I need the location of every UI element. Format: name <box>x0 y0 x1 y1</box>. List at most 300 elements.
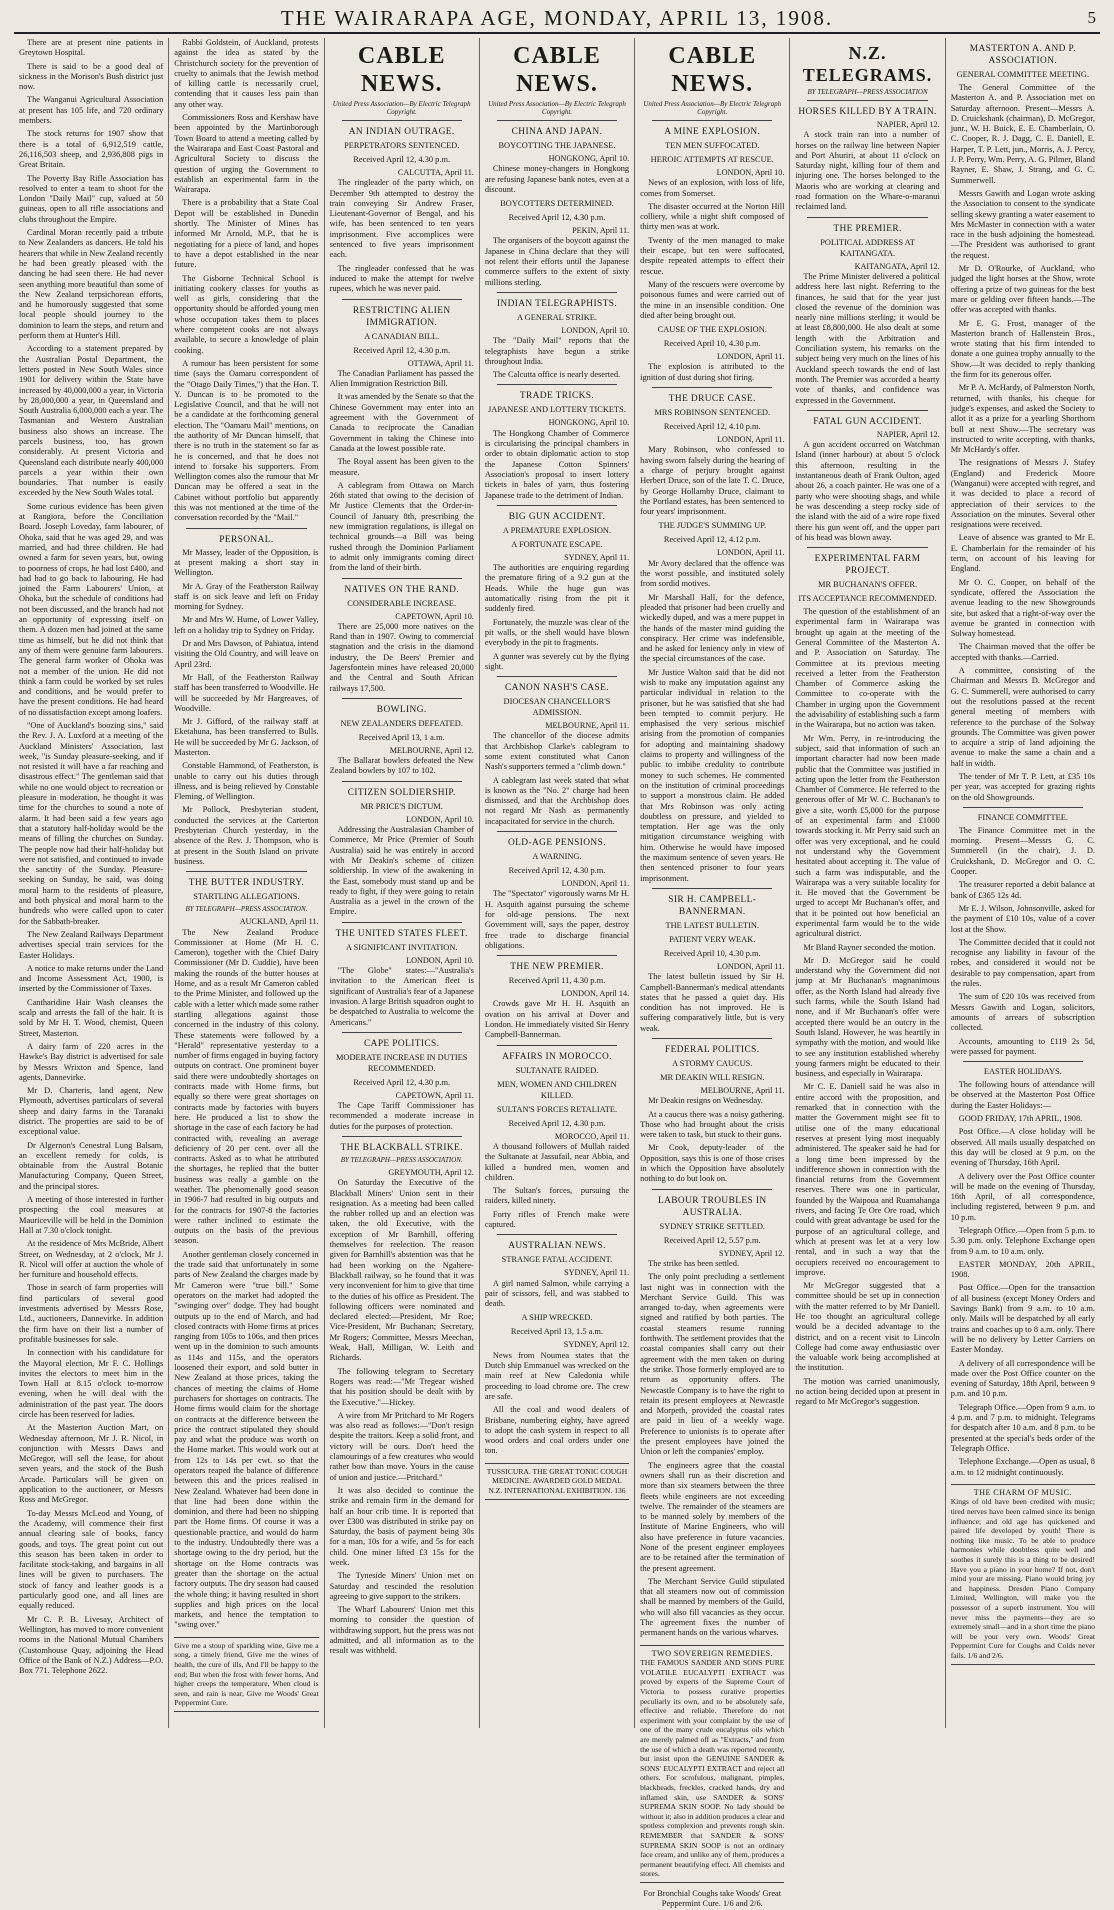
paragraph: The Tyneside Miners' Union met on Saturday and rescinded the resolution agreeing to give support to the strikers. <box>329 1571 474 1601</box>
headline: BIG GUN ACCIDENT. <box>508 511 606 522</box>
column-cable-news-3 <box>634 38 789 1909</box>
received-line: Received April 12, 4.30 p.m. <box>353 155 451 164</box>
paragraph: Forty rifles of French make were captured. <box>484 1209 630 1229</box>
paragraph: A thousand followers of Mullah raided the Sultanate at Jassufail, near Abbia, and killed a hundred men, women and children. <box>484 1141 630 1182</box>
paragraph: Leave of absence was granted to Mr E. E. Chamberlain for the remainder of his term, on account of his leaving for England. <box>950 533 1095 574</box>
ad-body: Kings of old have been credited with music; tired nerves have been calmed since its benign influence; and old age has quickened and paired life developed by youth! There is nothing like music. To be able to produce harmonies while doubtless quite well and soothes it surely this is a thing to be desired! Have you a piano in your home? If not, don't mind your are missing. Piano would bring joy and happiness. Dresden Piano Company Limited, Wellington, will make you the possessor of a superb instrument. You will never miss the payments—they are so extremely small—and in a short time the piano will be your very own. Woods' Great Peppermint Cure for Coughs and Colds never fails. 1/6 and 2/6. <box>950 1497 1095 1660</box>
paragraph: The Merchant Service Guild stipulated that all steamers now out of commission shall be manned by members of the Guild, who will also fill vacancies as they occur. The agreement fixes the number of permanent hands on the various wharves. <box>640 1576 785 1638</box>
subheading: HEROIC ATTEMPTS AT RESCUE. <box>650 155 774 164</box>
cable-news-masthead: CABLE NEWS. <box>513 43 601 97</box>
press-credit: United Press Association—By Electric Telegraph Copyright. <box>332 100 471 116</box>
dateline: LONDON, April 14. <box>561 989 630 999</box>
paragraph: The General Committee of the Masterton A. and P. Association met on Saturday afternoon. Present—Messrs A. D. Cruickshank (chairman), D. McGregor, junr., W. H. Buick, E. E. Chamberlain, O. C. Cooper, R. J. Dagg, C. E. Daniell, E. Harper, T. P. Lett, jun., Morris, A. J. Percy, J. P. Perry, Wm. Perry, A. G. Pilmer, Bland Rayner, E. Shaw, J. Strang, and G. C. Summerwell. <box>950 83 1095 185</box>
headline: SIR H. CAMPBELL-BANNERMAN. <box>668 894 757 917</box>
divider <box>807 410 927 411</box>
paragraph: The motion was carried unanimously, no action being decided upon at present in regard to Mr McGregor's suggestion. <box>795 1376 940 1407</box>
paragraph: Mr P. A. McHardy, of Palmerston North, returned, with thanks, his cheque for judge's expenses, and asked the Society to allot it as a prize for a yearling Shorthorn bull at next Show.—The secretary was instructed to write accepting, with thanks, Mr McHardy's offer. <box>950 383 1095 455</box>
received-line: Received April 13, 1 a.m. <box>358 732 445 742</box>
dateline: LONDON, April 10. <box>406 814 474 824</box>
paragraph: Rabbi Goldstein, of Auckland, protests against the idea as stated by the Christchurch society for the prevention of cruelty to animals that the Jewish method of killing cattle is necessarily cruel, contending that it causes less pain than any other way. <box>174 38 319 109</box>
column-cable-news-2 <box>479 38 634 1728</box>
paragraph: The resignations of Messrs J. Stafey (England) and Frederick Moore (Wanganui) were accepted with regret, and it was decided to place a record of appreciation of their services to the Association on the minutes. Several other resignations were received. <box>950 458 1095 530</box>
paragraph: At the residence of Mrs McBride, Albert Street, on Wednesday, at 2 o'clock, Mr J. R. Nicol will offer at auction the whole of her furniture and household effects. <box>19 1239 164 1280</box>
received-line: Received April 10, 4.30 p.m. <box>663 948 761 958</box>
subheading: THE JUDGE'S SUMMING UP. <box>658 521 767 531</box>
paragraph: There is said to be a good deal of sickness in the Morison's Bush district just now. <box>19 61 164 92</box>
subheading: CONSIDERABLE INCREASE. <box>347 598 457 608</box>
headline: THE UNITED STATES FLEET. <box>335 928 468 939</box>
story-paragraphs <box>330 1178 474 1656</box>
headline: LABOUR TROUBLES IN AUSTRALIA. <box>657 1195 767 1218</box>
paragraph: Mr and Mrs W. Hume, of Lower Valley, left on a holiday trip to Sydney on Friday. <box>174 615 319 635</box>
paragraph: Mr E. G. Frost, manager of the Masterton branch of Hallenstein Bros., wrote stating that his firm intended to donate a one guinea trophy annually to the Show.—It was decided to reply thanking the firm for its generous offer. <box>950 318 1095 380</box>
subheading: MRS ROBINSON SENTENCED. <box>654 408 771 418</box>
paragraph: A delivery of all correspondence will be made over the Post Office counter on the evening of Saturday, 18th April, between 9 p.m. and 10 p.m. <box>950 1358 1095 1399</box>
subheading: A STORMY CAUCUS. <box>672 1059 753 1068</box>
story-paragraphs <box>485 731 629 827</box>
dateline: OTTAWA, April 11. <box>407 358 474 368</box>
paragraph: Mr Hall, of the Featherston Railway staff has been transferred to Woodville. He will be succeeded by Mr Hargreaves, of Woodville. <box>174 672 319 713</box>
newspaper-title: THE WAIRARAPA AGE, MONDAY, APRIL 13, 1908. <box>280 6 834 30</box>
paragraph: All the coal and wood dealers of Brisbane, numbering eighty, have agreed to adopt the cash system in respect to all wood orders and coal orders under one ton. <box>484 1405 630 1456</box>
butter-paragraphs <box>174 928 318 1631</box>
paragraph: The engineers agree that the coastal owners shall run as their discretion and more than six steamers between the three fleets while engineers are not exceeding twelve. The remainder of the steamers are to be manned solely by members of the Institute of Marine Engineers, who will also have preference in future vacancies. None of the present engineer employees are to be retained after the termination of the present agreement. <box>640 1460 785 1573</box>
paragraph: A cablegram from Ottawa on March 26th stated that owing to the decision of Mr Justice Clements that the Order-in-Council of January 8th, prescribing the new immigration regulations, is illegal on technical grounds—a Bill was being rushed through the Dominion Parliament to admit only immigrants coming direct from the land of their birth. <box>329 480 474 573</box>
paragraph: Mr Pollock, Presbyterian student, conducted the services at the Carterton Presbyterian Church yesterday, in the absence of the Rev. J. Thompson, who is at present in the South Island on private business. <box>174 805 319 866</box>
divider <box>807 100 927 101</box>
dateline: CAPETOWN, April 10. <box>395 611 474 621</box>
story-paragraphs <box>795 272 939 406</box>
paragraph: There is a probability that a State Coal Depot will be established in Dunedin shortly. The Minister of Mines has informed Mr Arnold, M.P., that he is negotiating for a piece of land, and hopes to have a depot established in the near future. <box>174 198 319 270</box>
story-paragraphs <box>485 563 629 672</box>
divider <box>497 1045 617 1046</box>
ad-body: THE FAMOUS SANDER AND SONS PURE VOLATILE EUCALYPTI EXTRACT was proved by experts of the Supreme Court of Victoria to possess curative properties peculiarly its own, and to be absolutely safe, effective and reliable. Therefore do not experiment with your complaint by the use of one of the many crude eucalyptus oils which are merely palmed off as "Extracts," and from the use of which a death was reported recently, but insist upon the GENUINE SANDER & SONS' EUCALYPTI EXTRACT and reject all others. For scrofulous, malignant, pimples, blackheads, freckles, cracked hands, dry and inflamed skin, use SANDER & SONS' SUPREMA SKIN SOOP. No lady should be without it; also in addition produces a clear and spotless complexion and prevents rough skin. REMEMBER that SANDER & SONS' SUPREMA SKIN SOOP is not an ordinary face cream, and unlike any of them, produces a permanent beautifying effect. All chemists and stores. <box>640 1658 785 1879</box>
story-paragraphs <box>795 607 939 1408</box>
paragraph: EASTER MONDAY, 20th APRIL, 1908. <box>950 1259 1095 1280</box>
divider <box>807 217 927 218</box>
paragraph: The Sultan's forces, pursuing the raiders, killed ninety. <box>484 1186 630 1206</box>
received-line: Received April 12, 4.10 p.m. <box>663 422 761 432</box>
paragraph: News from Noumea states that the Dutch ship Emmanuel was wrecked on the main reef at New Caledonia while proceeding to load chrome ore. The crew are safe. <box>484 1350 630 1401</box>
subheading: MODERATE INCREASE IN DUTIES RECOMMENDED. <box>335 1052 468 1073</box>
headline: OLD-AGE PENSIONS. <box>508 838 606 849</box>
subheading: DIOCESAN CHANCELLOR'S ADMISSION. <box>503 697 611 718</box>
paragraph: "The Globe" states:—"Australia's invitation to the American fleet is significant of Australia's fear of a Japanese invasion. A large British squadron ought to be despatched to Australia to welcome the Americans." <box>329 966 474 1027</box>
paragraph: Mr Marshall Hall, for the defence, pleaded that prisoner had been cruelly and wickedly duped, and was a mere puppet in the hands of the master mind guiding the conspiracy. Her crime was indefensible, and he asked for leniency only in view of the special circumstances of the case. <box>640 592 785 664</box>
column-cable-news-1 <box>324 38 479 1728</box>
cable-news-masthead: CABLE NEWS. <box>357 43 446 97</box>
headline: HORSES KILLED BY A TRAIN. <box>798 107 937 117</box>
subheading: A SIGNIFICANT INVITATION. <box>345 942 458 952</box>
paragraph: The Committee decided that it could not recognise any liability in favour of the robes, and considered it would not be desirable to pay compensation, apart from the rules. <box>950 937 1095 989</box>
local-news-paragraphs <box>19 38 163 1676</box>
subheading: SYDNEY STRIKE SETTLED. <box>659 1221 766 1231</box>
paragraph: Cardinal Moran recently paid a tribute to New Zealanders as dancers. He told his hearers that while in New Zealand recently he had been greatly pleased with the dancing he had seen there. He had never seen anything more beautiful than some of the New Zealand terpsichorean efforts, and he humorously suggested that some local people should journey to the dominion to learn the steps, and return and perform them at Hunter's Hill. <box>19 228 164 341</box>
paragraph: Fortunately, the muzzle was clear of the pit walls, or the shell would have blown everybody in the pit to fragments. <box>484 617 630 648</box>
divider <box>342 578 462 579</box>
ad-heading: TWO SOVEREIGN REMEDIES. <box>651 1648 773 1658</box>
story-paragraphs <box>485 1142 629 1230</box>
paragraph: According to a statement prepared by the Australian Postal Department, the letters posted in New South Wales since 1901 for delivery within the State have increased by 40,000,000 a year, in Victoria by 28,000,000 a year, in Queensland and South Australia 6,000,000 each a year. The Tasmanian and Western Australian business also shows an increase. The parcels business, too, has grown considerably. At present Victoria and Queensland each distribute nearly 400,000 parcels a year within their own boundaries. That number is easily exceeded by the New South Wales total. <box>19 344 164 498</box>
paragraph: The disaster occurred at the Norton Hill colliery, while a night shift composed of thirty men was at work. <box>640 201 785 232</box>
story-paragraphs <box>951 826 1095 1057</box>
story-paragraphs <box>330 756 474 777</box>
dateline: LONDON, April 11. <box>716 548 785 558</box>
paragraph: A wire from Mr Pritchard to Mr Rogers was also read as follows:—"Don't resign despite the traitors. Keep a solid front, and victory will be ours. Don't heed the clamourings of a few creatures who would rather bow than move. Yours in the cause of union and justice.—Pritchard." <box>329 1410 474 1482</box>
story-paragraphs <box>485 999 629 1040</box>
headline: NATIVES ON THE RAND. <box>344 584 459 595</box>
paragraph: Mr D. Charteris, land agent, New Plymouth, advertises particulars of several sheep and dairy farms in the Taranaki district. The properties are said to be of exceptional value. <box>19 1086 164 1137</box>
story-paragraphs <box>951 83 1095 803</box>
paragraph: The Chairman moved that the offer be accepted with thanks.—Carried. <box>950 642 1095 662</box>
subheading: A CANADIAN BILL. <box>364 331 440 341</box>
story-paragraphs <box>640 1259 784 1639</box>
subheading: NEW ZEALANDERS DEFEATED. <box>340 718 463 728</box>
press-credit: BY TELEGRAPH—PRESS ASSOCIATION. <box>340 1156 463 1164</box>
story-paragraphs <box>485 336 629 380</box>
paragraph: There are at present nine patients in Greytown Hospital. <box>19 38 164 58</box>
paragraph: The treasurer reported a debit balance at bank of £365 12s 4d. <box>950 880 1095 900</box>
paragraph: Mary Robinson, who confessed to having sworn falsely during the hearing of a charge of perjury brought against Herbert Druce, son of the late T. C. Druce, by George Hollamby Druce, claimant to the Portland estates, has been sentenced to four years' imprisonment. <box>640 445 785 517</box>
paragraph: A notice to make returns under the Land and Income Assessment Act, 1900, is inserted by the Commissioner of Taxes. <box>19 963 164 994</box>
headline: THE PREMIER. <box>833 223 902 234</box>
advertisement-poem: Give me a stoup of sparkling wine, Give me a song, a timely friend, Give me the wines of health, the cure of ills, And I'll be happy to the end; But when the frost with fewer horns, And higher creeps the temperature, When cloud is seen, and rain is near, Give me Woods' Great Peppermint Cure. <box>174 1637 318 1712</box>
paragraph: The following hours of attendance will be observed at the Masterton Post Office during the Easter Holidays:— <box>950 1080 1095 1110</box>
story-paragraphs <box>640 178 784 321</box>
section-heading-personal: PERSONAL. <box>219 534 274 545</box>
dateline: LONDON, April 10. <box>561 325 630 335</box>
column-masterton-association <box>945 38 1100 1728</box>
paragraph: Mr Bland Rayner seconded the motion. <box>803 942 936 952</box>
headline: THE BLACKBALL STRIKE. <box>340 1143 463 1153</box>
story-paragraphs <box>330 369 474 574</box>
headline: TRADE TRICKS. <box>519 391 595 402</box>
paragraph: At a caucus there was a noisy gathering. Those who had brought about the crisis were taken to task, but stuck to their guns. <box>640 1109 785 1140</box>
paragraph: The ringleader confessed that he was induced to make the attempt for twelve rupees, which he was never paid. <box>329 263 474 294</box>
story-paragraphs <box>640 445 784 517</box>
story-paragraphs <box>330 825 474 918</box>
paragraph: Mr D. O'Rourke, of Auckland, who judged the light horses at the Show, wrote offering a prize of two guineas for the best mare or gelding over fifteen hands.—The offer was accepted with thanks. <box>950 264 1095 315</box>
column-nz-telegrams <box>789 38 944 1728</box>
subheading: MEN, WOMEN AND CHILDREN KILLED. <box>497 1079 617 1100</box>
divider <box>342 299 462 300</box>
paragraph: A committee, consisting of the Chairman and Messrs D. McGregor and G. C. Summerell, were authorised to carry out the resolutions passed at the recent general meeting of members with reference to the purchase of the Solway grounds. The Committee was given power to acquire a strip of land adjoining the avenue to make the same a chain and a half in width. <box>950 666 1095 768</box>
subheading: FINANCE COMMITTEE. <box>977 812 1068 822</box>
paragraph: Commissioners Ross and Kershaw have been appointed by the Martinborough Town Board to attend a meeting called by the Wairarapa and East Coast Pastoral and Agricultural Society to discuss the question of urging the Government to establish an experimental farm in the Wairarapa. <box>174 113 319 195</box>
paragraph: The Wharf Labourers' Union met this morning to consider the question of withdrawing support, but the press was not admitted, and all information as to the result was withheld. <box>329 1605 474 1656</box>
cable-news-masthead: CABLE NEWS. <box>668 43 757 97</box>
story-paragraphs <box>640 972 784 1034</box>
story-paragraphs <box>330 622 474 694</box>
paragraph: Post Office.—A close holiday will be observed. All mails usually despatched on this day will be closed at 9 p.m. on the evening of Thursday, 16th April. <box>950 1127 1095 1168</box>
story-paragraphs <box>485 164 629 195</box>
dateline: LONDON, April 11. <box>561 879 630 889</box>
received-line: Received April 12, 4.30 p.m. <box>508 1118 606 1128</box>
paragraph: The Poverty Bay Rifle Association has resolved to enter a team to shoot for the London "Daily Mail" cup, valued at 50 guineas, open to all rifle associations and clubs throughout the Empire. <box>19 173 164 224</box>
paragraph: Mr Deakin resigns on Wednesday. <box>648 1096 763 1106</box>
paragraph: Mr J. Gifford, of the railway staff at Eketahuna, has been transferred to Bulls. He will be succeeded by Mr G. Jackson, of Masterton. <box>174 717 319 757</box>
headline: AFFAIRS IN MOROCCO. <box>502 1051 612 1062</box>
dateline: LONDON, April 10. <box>406 955 474 965</box>
paragraph: Mr Cook, deputy-leader of the Opposition, says this is one of those crises in which the Opposition have absolutely nothing to do but look on. <box>640 1143 785 1184</box>
paragraph: A meeting of those interested in further prospecting the coal measures at Mauriceville will be held in the Dominion Hall at 7.30 o'clock tonight. <box>19 1195 164 1235</box>
paragraph: Addressing the Australasian Chamber of Commerce, Mr Price (Premier of South Australia) said he was entirely in accord with Mr Deakin's scheme of citizen soldiership. In view of the awakening in the East, somebody must stand up and be ready to fight, if they were going to retain Australia as a jewel in the crown of the Empire. <box>329 825 474 917</box>
divider <box>497 831 617 832</box>
story-paragraphs <box>640 1096 784 1184</box>
paragraph: The "Daily Mail" reports that the telegraphists have begun a strike throughout India. <box>484 336 630 366</box>
divider <box>186 871 306 872</box>
paragraph: The Calcutta office is nearly deserted. <box>492 370 621 380</box>
received-line: Received April 12, 4.12 p.m. <box>663 535 761 545</box>
headline: CANON NASH'S CASE. <box>505 683 609 694</box>
headline: CAPE POLITICS. <box>364 1038 440 1049</box>
paragraph: A delivery over the Post Office counter will be made on the evening of Thursday, 16th April, of all correspondence, including registered, between 9 p.m. and 10 p.m. <box>950 1171 1095 1222</box>
divider <box>342 698 462 699</box>
story-paragraphs <box>330 178 474 294</box>
press-credit: BY TELEGRAPH—PRESS ASSOCIATION. <box>185 905 308 914</box>
dateline: SYDNEY, April 12. <box>719 1248 785 1258</box>
headline: THE NEW PREMIER. <box>510 962 604 973</box>
paragraph: The explosion is attributed to the ignition of dust during shot firing. <box>640 362 785 382</box>
subheading: A PREMATURE EXPLOSION. <box>502 525 612 535</box>
subheading: PERPETRATORS SENTENCED. <box>344 141 460 150</box>
paragraph: Another gentleman closely concerned in the trade said that unfortunately in some parts of New Zealand the charges made by Mr Cameron were "true bill." Some operators on the market had adopted the "swinging over" dodge. They had bought outputs up to the end of March, and had closed contracts with Home firms at prices ranging from 105s to 106s, and then prices went up in the dominion to such amounts as 114s and 115s, and the operators loosened their export, and sold butter in New Zealand at those prices, taking the chances of meeting the claims of Home purchasers for shortages on contracts. The Home firms would claim for the shortage on contracts at the difference between the price the contract stipulated they should pay and what the produce was worth on the Home market. This would work out at from 12s to 14s per cwt. so that the operators reaped the balance of difference between this and the prices realised in New Zealand. Whatever had been done in that line had been done within the dominion, and there had been no shipping part the Home firms. Of course it was a questionable practice, and would do harm to the industry. Undoubtedly there was a shortage owing to the dry period, but the shortage on the Home contracts was greater than the shortage on the actual factory outputs. The dry season had caused the whole thing; it having resulted in short supplies and high prices on the local markets, and hence the temptation to "swing over." <box>174 1249 319 1630</box>
paragraph: Telegraph Office.—Open from 5 p.m. to 5.30 p.m. only. Telephone Exchange open from 9 a.m. to 10 a.m. only. <box>950 1225 1095 1256</box>
paragraph: The Cape Tariff Commissioner has recommended a moderate increase in duties for the purposes of protection. <box>329 1101 474 1131</box>
paragraph: News of an explosion, with loss of life, comes from Somerset. <box>640 178 785 198</box>
headline: CITIZEN SOLDIERSHIP. <box>347 787 456 798</box>
paragraph: Chinese money-changers in Hongkong are refusing Japanese bank notes, even at a discount. <box>484 164 630 194</box>
headline: CHINA AND JAPAN. <box>511 127 603 137</box>
dateline: SYDNEY, April 12. <box>563 1340 630 1350</box>
subheading: A GENERAL STRIKE. <box>517 312 597 322</box>
paragraph: The ringleader of the party which, on December 9th attempted to destroy the train conveying Sir Andrew Fraser, Lieutenant-Governor of Bengal, and his wife, has been sentenced to ten years imprisonment. Five accomplices were sentenced to five years imprisonment each. <box>329 178 474 260</box>
headline: EXPERIMENTAL FARM PROJECT. <box>814 554 921 577</box>
story-paragraphs <box>951 1080 1095 1478</box>
paragraph: A dairy farm of 220 acres in the Hawke's Bay district is advertised for sale by Messrs Wrixton and Spence, land agents, Dannevirke. <box>19 1041 164 1082</box>
subheading: SULTAN'S FORCES RETALIATE. <box>496 1104 618 1114</box>
received-line: Received April 12, 4.30 p.m. <box>353 1077 451 1087</box>
paragraph: On Saturday the Executive of the Blackball Miners' Union sent in their resignation. As a meeting had been called the rubber rolled up and an election was taken, the old Executive, with the exception of Mr Barnhill, offering themselves for reelection. The reason given for Barnhill's abstention was that he had been working on the Ngahere-Blackball railway, so he found that it was very inconvenient for him to give that time to the duties of his office as President. The following officers were nominated and declared elected:—President, Mr Roe; Vice-President, Mr Buchanan; Secretary, Mr Rogers; Committee, Messrs Meechan, Weak, Hall, Milligan, W. Leith and Richards. <box>329 1178 474 1363</box>
headline: AN INDIAN OUTRAGE. <box>348 127 455 137</box>
dateline: MOROCCO, April 11. <box>554 1131 630 1141</box>
story-paragraphs <box>485 1351 629 1457</box>
divider <box>342 1032 462 1033</box>
story-paragraphs <box>330 1101 474 1132</box>
received-line: Received April 10, 4.30 p.m. <box>663 339 761 349</box>
subheading: GENERAL COMMITTEE MEETING. <box>956 70 1090 79</box>
paragraph: In connection with his candidature for the Mayoral election, Mr F. C. Hollings invites the electors to meet him in the Town Hall at 8.15 o'clock to-morrow evening, when he will deal with the administration of the past year. The doors circle has been reserved for ladies. <box>19 1348 164 1419</box>
paragraph: Cantharidine Hair Wash cleanses the scalp and arrests the fall of the hair. It is sold by Mr H. T. Wood, chemist, Queen Street, Masterton. <box>19 997 164 1038</box>
received-line: Received April 12, 4.30 p.m. <box>508 866 606 876</box>
divider <box>342 120 462 121</box>
section-heading-butter: THE BUTTER INDUSTRY. <box>188 878 305 889</box>
paragraph: Post Office.—Open for the transaction of all business (except Money Orders and Savings Bank) from 9 a.m. to 10 a.m. only. Mails will be despatched by all early trains and coaches up to 8 a.m. only. There will be no delivery by Letter Carriers on Easter Monday. <box>950 1283 1095 1355</box>
dateline: CALCUTTA, April 11. <box>397 168 474 177</box>
paragraph: The sum of £20 10s was received from Messrs Gawith and Logan, solicitors, amounts of arrears of subscription collected. <box>950 992 1095 1033</box>
paragraph: A girl named Salmon, while carrying a pair of scissors, fell, and was stabbed to death. <box>484 1278 630 1309</box>
dateline: MELBOURNE, April 12. <box>389 745 474 755</box>
dateline: GREYMOUTH, April 12. <box>388 1168 474 1177</box>
paragraph: The tender of Mr T. P. Lett, at £35 10s per year, was accepted for grazing rights on the old Showgrounds. <box>950 772 1095 802</box>
subheading: STRANGE FATAL ACCIDENT. <box>501 1255 613 1265</box>
divider <box>497 676 617 677</box>
advertisement-tussicura: TUSSICURA. THE GREAT TONIC COUGH MEDICINE. AWARDED GOLD MEDAL N.Z. INTERNATIONAL EXHIBITION. 136 <box>485 1463 629 1500</box>
dateline: HONGKONG, April 10. <box>548 154 630 163</box>
paragraph: The authorities are enquiring regarding the premature firing of a 9.2 gun at the Heads. While the huge gun was automatically rising from the pit it suddenly fired. <box>484 563 630 614</box>
paragraph: A gun accident occurred on Watchman Island (inner harbour) at about 5 o'clock this afternoon, resulting in the instantaneous death of Frank Oulton, aged about 26, a coach painter. He was one of a party who were shooting shags, and while he was descending a steep rocky side of the island with the aid of a wire rope fixed there his gun went off, and the upper part of his head was blown away. <box>795 440 940 542</box>
divider <box>497 1234 617 1235</box>
divider <box>342 1136 462 1137</box>
subheading: TEN MEN SUFFOCATED. <box>665 141 760 150</box>
paragraph: A rumour has been persistent for some time (says the Oamaru correspondent of the "Otago Daily Times,") that the Hon. T. Y. Duncan is to be promoted to the Legislative Council, and that he will not be a candidate at the forthcoming general election. The "Oamaru Mail" mentions, on the authority of Mr Duncan himself, that there is no truth in the statement so far as he is concerned, and that he does not intend to forsake his supporters. From Wellington comes also the rumour that Mr Duncan may be offered a seat in the Cabinet without portfolio but apparently this was not mentioned at the time of the conversation recorded by the "Mail." <box>174 358 319 523</box>
paragraph: Dr Algernon's Cenestral Lung Balsam, an excellent remedy for colds, is obtainable from the Austral Botanic Manufacturing Company, Queen Street, and the principal stores. <box>19 1140 164 1191</box>
paragraph: The stock returns for 1907 show that there is a total of 6,912,519 cattle, 26,116,503 sheep, and 2,936,808 pigs in Great Britain. <box>19 129 164 170</box>
paragraph: The latest bulletin issued by Sir H. Campbell-Bannerman's medical attendants states that he passed a quiet day. His condition has not improved. He is suffering comparatively little, but is very weak. <box>640 972 785 1033</box>
column-local-personal <box>168 38 323 1728</box>
page-number: 5 <box>1087 8 1096 27</box>
paragraph: It was amended by the Senate so that the Chinese Government may enter into an agreement with the Government of Canada to reciprocate the Canadian Government in taking the Chinese into Canada at the lowest possible rate. <box>329 392 474 453</box>
headline: MASTERTON A. AND P. ASSOCIATION. <box>969 44 1076 66</box>
dateline: AUCKLAND, April 11. <box>239 917 319 927</box>
received-line: Received April 13, 1.5 a.m. <box>510 1327 604 1337</box>
divider <box>963 1061 1083 1062</box>
dateline: LONDON, April 10. <box>716 168 785 177</box>
dateline: MELBOURNE, April 11. <box>700 1086 785 1095</box>
paragraph: Telephone Exchange.—Open as usual, 8 a.m. to 12 midnight continuously. <box>950 1457 1095 1477</box>
dateline: LONDON, April 11. <box>716 352 785 362</box>
divider <box>342 922 462 923</box>
divider <box>186 528 306 529</box>
paragraph: The question of the establishment of an experimental farm in Wairarapa was brought up again at the meeting of the General Committee of the Masterton A. and P. Association on Saturday. The Committee at its previous meeting received a letter from the Featherston Chamber of Commerce asking the Committee to co-operate with the Chamber in urging upon the Government the advisability of establishing such a farm in the Wairarapa, but no action was taken. <box>795 607 940 730</box>
subheading: POLITICAL ADDRESS AT KAITANGATA. <box>820 237 915 258</box>
paragraph: Twenty of the men managed to make their escape, but ten were suffocated, despite repeated attempts to effect their rescue. <box>640 235 785 276</box>
paragraph: A stock train ran into a number of horses on the railway line between Napier and Port Ahuriri, at about 11 o'clock on Saturday night, killing four of them and injuring one. The horses belonged to the Maoris who are working at clearing and road formation on the Whare-o-maranui reclaimed land. <box>795 130 940 212</box>
dateline: HONGKONG, April 10. <box>548 418 630 428</box>
subheading: ITS ACCEPTANCE RECOMMENDED. <box>798 594 937 604</box>
headline: AUSTRALIAN NEWS. <box>508 1241 606 1252</box>
paragraph: The "Spectator" vigorously warns Mr H. H. Asquith against pursuing the scheme for old-age pensions. The next Government will, says the paper, destroy free trade to discharge financial obligations. <box>484 889 630 950</box>
divider <box>497 384 617 385</box>
paragraph: Mr Avory declared that the offence was the worst possible, and instituted solely from sordid motives. <box>640 558 785 589</box>
received-line: Received April 12, 4.30 p.m. <box>353 345 451 355</box>
paragraph: Telegraph Office.—Open from 9 a.m. to 4 p.m. and 7 p.m. to midnight. Telegrams for despatch after 10 a.m. and 8 p.m. to be presented at the special's beds order of the Telegraph Office. <box>950 1402 1095 1453</box>
paragraph: Mr C. P. B. Livesay, Architect of Wellington, has moved to more convenient rooms in the National Mutual Chambers (Customhouse Quay, adjoining the Head Office of the Bank of N.Z.) Address—P.O. Box 771. Telephone 2622. <box>19 1614 164 1676</box>
paragraph: The Royal assent has been given to the measure. <box>329 457 474 477</box>
story-paragraphs <box>485 429 629 501</box>
press-credit: United Press Association—By Electric Telegraph Copyright. <box>643 100 782 116</box>
subheading: THE LATEST BULLETIN. <box>665 920 760 930</box>
press-credit: United Press Association—By Electric Telegraph Copyright. <box>488 100 626 116</box>
paragraph: The New Zealand Produce Commissioner at Home (Mr H. C. Cameron), together with the Chief Dairy Commissioner (Mr D. Cuddie), have been making the rounds of the butter houses at Home, and as a result Mr Cameron cabled to the Prime Minister, and followed up the cable with a letter which made some rather startling allegations against those concerned in the industry of this colony. These statements were followed by a "Herald" representative yesterday to a number of firms engaged in buying factory outputs on contract. One prominent buyer said there were undoubtedly shortages on contracts made with Home firms, but equally so there were great shortages on contracts made by factories with buyers here. He produced a list to show the shortage in the case of each factory he had contracted with, revealing an average deficiency of 20 per cent. over all the contracts. Asked as to what he attributed the shortages, he replied that the butter business was really a gamble on the weather. The phenomenally good season in 1906-7 had resulted in big outputs and for the contracts for 1907-8 the factories were rather inclined to estimate the outputs on the basis of the previous season. <box>174 927 319 1246</box>
paragraph: GOOD FRIDAY, 17th APRIL, 1908. <box>958 1114 1083 1124</box>
subheading: A WARNING. <box>532 852 582 862</box>
paragraph: The Canadian Parliament has passed the Alien Immigration Restriction Bill. <box>329 368 474 389</box>
story-paragraphs <box>485 236 629 287</box>
divider <box>497 955 617 956</box>
divider <box>963 807 1083 808</box>
paragraph: Crowds gave Mr H. H. Asquith an ovation on his arrival at Dover and London. He immediately visited Sir Henry Campbell-Bannerman. <box>484 999 630 1040</box>
paragraph: The Wanganui Agricultural Association at present has 105 life, and 720 ordinary members. <box>19 95 164 126</box>
paragraph: Messrs Gawith and Logan wrote asking the Association to consent to the syndicate selling skewy granting a water easement to Mrs McMaster in connection with a water race in the bush adjoining the homestead.—The President was authorised to grant the request. <box>950 188 1095 260</box>
dateline: CAPETOWN, April 11. <box>395 1090 474 1100</box>
paragraph: Mr McGregor suggested that a committee should be set up in connection with the matter referred to by Mr Daniell. He too thought an agricultural college would be a decided advantage to the district, and on a recent visit to Lincoln College had come away enthusiastic over the valuable work being accomplished at the institution. <box>795 1281 940 1373</box>
story-paragraphs <box>795 130 939 212</box>
divider <box>342 781 462 782</box>
paragraph: "One of Auckland's boozing sins," said the Rev. J. A. Luxford at a meeting of the Auckland Ministers' Association, last week, "is Sunday pleasure-seeking, and if not resisted it will have a far reaching and disastrous effect." The gentleman said that while no one would object to recreation or pleasure in moderation, he thought it was time for the churches to sound a note of alarm. It had been said a few years ago that a statutory half-holiday would be the means of filling the churches on Sunday. The people now had their half-holiday but were not satisfied, and continued to invade the sanctity of the Sunday. Pleasure-seeking on Sunday, he said, was doing moral harm to the residents of pleasure, and both physical and moral harm to the hundreds who were called upon to cater for the Sabbath-breaker. <box>19 721 164 926</box>
paragraph: Mr C. E. Daniell said he was also in entire accord with the proposition, and remarked that in connection with the matter the Government might see fit to utilise one of the many educational reserves at present lying most inequably administered. The speaker said he had for a long time been impressed by the indifference shown in connection with the financial returns from the Government reserves. There was one in particular, founded by the Waipoua and Ruamahanga rivers, and facing Te Ore Ore road, which could with great advantage be used for the purpose of an agricultural college, and which at present was let at a very low rental, and in such a way that the occupiers received no encouragement to improve. <box>795 1082 940 1277</box>
received-line: Received April 12, 5.57 p.m. <box>663 1235 761 1245</box>
headline: RESTRICTING ALIEN IMMIGRATION. <box>352 305 451 328</box>
headline: INDIAN TELEGRAPHISTS. <box>496 298 618 309</box>
advertisement-eucalypti <box>640 1645 784 1883</box>
paragraph: Mr Justice Walton said that he did not wish to make any imputation against any particular individual in relation to the prisoner, but he was satisfied that she had been tempted to commit perjury. He emphasised the very serious mischief arising from the promotion of companies for adopting and maintaining shadowy claims to property and willingness of the public to imbibe credulity to contribute money to such schemes. He commented on the institution of criminal proceedings to support a monstrous claim. He added that Mrs Robinson was only acting doubtless on pressure, and yielded to temptation. Her age was the only mitigation circumstance weighing with him. Otherwise he would have imposed the maximum sentence of seven years. He then sentenced prisoner to four years imprisonment. <box>640 667 785 883</box>
paragraph: The chancellor of the diocese admits that Archbishop Clarke's cablegram to some extent constituted what Canon Nash's supporters termed a "climb down." <box>484 731 630 772</box>
paragraph: Mr Massey, leader of the Opposition, is at present making a short stay in Wellington. <box>174 547 319 578</box>
divider <box>652 1038 772 1039</box>
divider <box>652 387 772 388</box>
press-credit: BY TELEGRAPH—PRESS ASSOCIATION <box>807 88 928 96</box>
dateline: NAPIER, April 12. <box>876 120 940 129</box>
subheading: CAUSE OF THE EXPLOSION. <box>657 325 767 335</box>
dateline: NAPIER, April 12. <box>876 429 940 439</box>
story-paragraphs <box>795 440 939 543</box>
subheading: A SHIP WRECKED. <box>521 1313 593 1323</box>
received-line: Received April 11, 4.30 p.m. <box>508 976 606 986</box>
subheading-butter: STARTLING ALLEGATIONS. <box>193 892 300 902</box>
divider <box>497 292 617 293</box>
paragraph: The Prime Minister delivered a political address here last night. Referring to the finances, he said that for the year just closed the revenue of the dominion was nearly nine millions sterling; it would be at least £8,800,000. He also dealt at some length with the Arbitration and Conciliation system, his remarks on the subject being very much on the lines of his Auckland speech towards the end of last month. The Premier was accorded a hearty vote of thanks, and confidence was expressed in the Government. <box>795 271 940 405</box>
paragraph: Mr D. McGregor said he could understand why the Government did not jump at Mr Buchanan's magnanimous offer, as the North Island had already five such farms, while the South Island had none, and if Mr Buchanan's offer were accepted there would be an outcry in the South Island. However, he was heartily in sympathy with the motion, and would like to see any institution established whereby young farmers might be educated to their business, and especially in Wairarapa. <box>795 955 940 1079</box>
paragraph: The only point precluding a settlement last night was in connection with the Merchant Service Guild. This was arranged to-day, when agreements were signed and ratified by both parties. The coastal steamers resume running forthwith. The settlement provides that the coastal companies shall carry out their agreement with the men taken on during the strike. Those formerly employed are to return as opportunity offers. The Newcastle Company is to have the right to retain its present employees at Newcastle and Morpeth, provided the coastal rates are paid in lieu of a weekly wage. Preference to unionists is to operate after the present employees have joined the Union or left the companies' employ. <box>640 1272 785 1457</box>
local-news-paragraphs-2 <box>174 38 318 524</box>
paragraph: To-day Messrs McLeod and Young, of the Academy, will commence their first annual clearing sale of books, fancy goods, and toys. The great point cut out this season has been taken in order to facilitate stock-taking, and bargains in all lines will be given to purchasers. The stock of fancy and leather goods is a particularly good one, and all lines are equally reduced. <box>19 1508 164 1611</box>
headline: FEDERAL POLITICS. <box>665 1045 760 1055</box>
headline: THE DRUCE CASE. <box>668 394 756 405</box>
headline: A MINE EXPLOSION. <box>664 127 761 137</box>
divider <box>807 547 927 548</box>
dateline: MELBOURNE, April 11. <box>545 721 630 731</box>
paragraph: Those in search of farm properties will find particulars of several good investments advertised by Messrs Rose, Ltd., auctioneers, Dannevirke. In addition the firm have on their list a number of profitable businesses for sale. <box>19 1283 164 1344</box>
subheading: MR PRICE'S DICTUM. <box>360 801 443 811</box>
ad-footer: For Bronchial Coughs take Woods' Great Peppermint Cure. 1/6 and 2/6. <box>643 1888 782 1909</box>
paragraph: Accounts, amounting to £119 2s 5d, were passed for payment. <box>950 1036 1095 1056</box>
paragraph: It was also decided to continue the strike and remain firm in the demand for half an hour crib time. It is reported that over £300 was distributed in strike pay on Saturday, the basis of payment being 30s for a man, 10s for a wife, and 5s for each child. One miner lifted £3 15s for the week. <box>329 1485 474 1567</box>
paragraph: There are 25,000 more natives on the Rand than in 1907. Owing to commercial stagnation and the crisis in the diamond industry, the De Beers' Premier and Jagersfontein mines have released 20,000 and the Central and South African railways 17,500. <box>329 621 474 693</box>
divider <box>497 120 617 121</box>
advertisement-music <box>951 1484 1095 1665</box>
paragraph: Mr E. J. Wilson, Johnsonville, asked for the payment of £10 10s, value of a cover lost at the Show. <box>950 903 1095 934</box>
ad-heading: THE CHARM OF MUSIC. <box>973 1487 1072 1497</box>
story-paragraphs <box>640 559 784 884</box>
divider <box>652 888 772 889</box>
dateline: LONDON, April 11. <box>716 961 785 971</box>
paragraph: Dr and Mrs Dawson, of Pahiatua, intend visiting the Old Country, and will leave on April 23rd. <box>174 639 319 669</box>
nz-telegrams-masthead: N.Z. TELEGRAMS. <box>802 43 933 85</box>
paragraph: The following telegram to Secretary Rogers was read:—"Mr Tregear wished that his position should be dealt with by the Executive."—Hickey. <box>329 1366 474 1407</box>
paragraph: Mr O. C. Cooper, on behalf of the syndicate, offered the Association the avenue leading to the new Showgrounds site, but asked that a right-of-way over the avenue be granted in connection with Solway homestead. <box>950 577 1095 639</box>
paragraph: The New Zealand Railways Department advertises special train services for the Easter Holidays. <box>19 929 164 960</box>
personal-paragraphs <box>174 548 318 868</box>
story-paragraphs <box>640 362 784 383</box>
subheading: SULTANATE RAIDED. <box>515 1065 599 1075</box>
subheading: BOYCOTTERS DETERMINED. <box>500 199 614 209</box>
page-masthead <box>14 6 1100 34</box>
story-paragraphs <box>485 889 629 951</box>
dateline: LONDON, April 11. <box>716 435 785 445</box>
paragraph: Constable Hammond, of Featherston, is unable to carry out his duties through illness, and is being relieved by Constable Fleming, of Wellington. <box>174 761 319 802</box>
divider <box>652 120 772 121</box>
